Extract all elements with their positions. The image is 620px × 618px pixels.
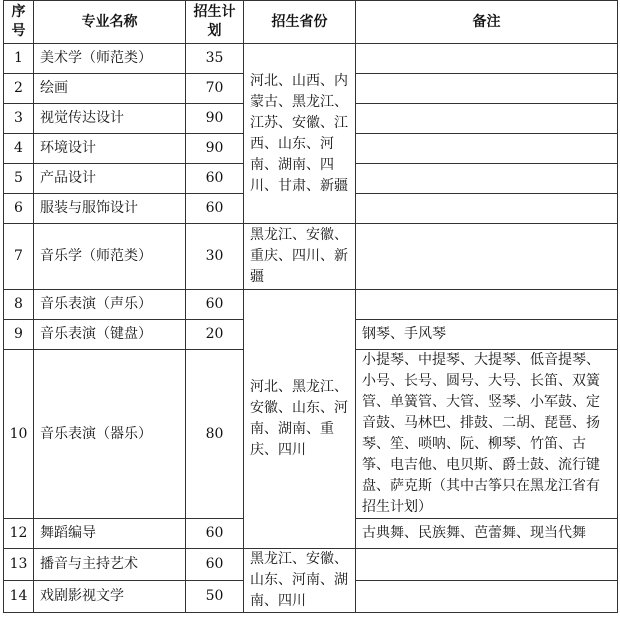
row-plan: 35 [186,44,244,74]
row-plan: 90 [186,134,244,164]
row-plan: 60 [186,164,244,194]
row-name: 音乐表演（键盘） [34,320,186,350]
row-note [356,549,618,581]
province-cell: 河北、黑龙江、安徽、山东、河南、湖南、重庆、四川 [244,290,356,549]
row-no: 6 [4,194,34,224]
row-no: 14 [4,581,34,613]
row-no: 13 [4,549,34,581]
table-row [4,290,618,320]
header-no: 序号 [4,1,34,44]
row-name: 舞蹈编导 [34,519,186,549]
row-note [356,290,618,320]
row-note: 古典舞、民族舞、芭蕾舞、现当代舞 [356,519,618,549]
row-no: 2 [4,74,34,104]
row-plan: 30 [186,224,244,290]
row-plan: 90 [186,104,244,134]
table-row [4,44,618,74]
row-note [356,104,618,134]
row-name: 音乐表演（声乐） [34,290,186,320]
row-no: 1 [4,44,34,74]
row-name: 绘画 [34,74,186,104]
row-name: 产品设计 [34,164,186,194]
row-plan: 50 [186,581,244,613]
row-note: 小提琴、中提琴、大提琴、低音提琴、小号、长号、圆号、大号、长笛、双簧管、单簧管、大管、竖琴、小军鼓、定音鼓、马林巴、排鼓、二胡、琵琶、扬琴、笙、唢呐、阮、柳琴、竹笛、古筝、电吉他、电贝斯、爵士鼓、流行键盘、萨克斯（其中古筝只在黑龙江省有招生计划） [356,350,618,519]
row-no: 3 [4,104,34,134]
row-plan: 60 [186,549,244,581]
row-note [356,164,618,194]
province-cell: 黑龙江、安徽、山东、河南、湖南、四川 [244,549,356,613]
header-province: 招生省份 [244,1,356,44]
header-note: 备注 [356,1,618,44]
row-plan: 60 [186,194,244,224]
province-cell: 黑龙江、安徽、重庆、四川、新疆 [244,224,356,290]
table-row [4,549,618,581]
row-no: 8 [4,290,34,320]
row-no: 5 [4,164,34,194]
row-name: 戏剧影视文学 [34,581,186,613]
row-note [356,74,618,104]
row-note [356,581,618,613]
row-plan: 80 [186,350,244,519]
row-no: 12 [4,519,34,549]
header-name: 专业名称 [34,1,186,44]
row-no: 4 [4,134,34,164]
row-plan: 60 [186,519,244,549]
header-plan: 招生计划 [186,1,244,44]
row-plan: 60 [186,290,244,320]
row-note [356,134,618,164]
row-name: 环境设计 [34,134,186,164]
row-note: 钢琴、手风琴 [356,320,618,350]
row-name: 服装与服饰设计 [34,194,186,224]
row-name: 视觉传达设计 [34,104,186,134]
row-note [356,194,618,224]
row-name: 音乐表演（器乐） [34,350,186,519]
row-name: 音乐学（师范类） [34,224,186,290]
row-name: 美术学（师范类） [34,44,186,74]
row-plan: 70 [186,74,244,104]
row-note [356,44,618,74]
province-cell: 河北、山西、内蒙古、黑龙江、江苏、安徽、江西、山东、河南、湖南、四川、甘肃、新疆 [244,44,356,224]
row-plan: 20 [186,320,244,350]
header-row [4,1,618,44]
row-note [356,224,618,290]
admissions-table [3,0,618,613]
row-no: 9 [4,320,34,350]
row-name: 播音与主持艺术 [34,549,186,581]
table-row [4,224,618,290]
row-no: 7 [4,224,34,290]
row-no: 10 [4,350,34,519]
